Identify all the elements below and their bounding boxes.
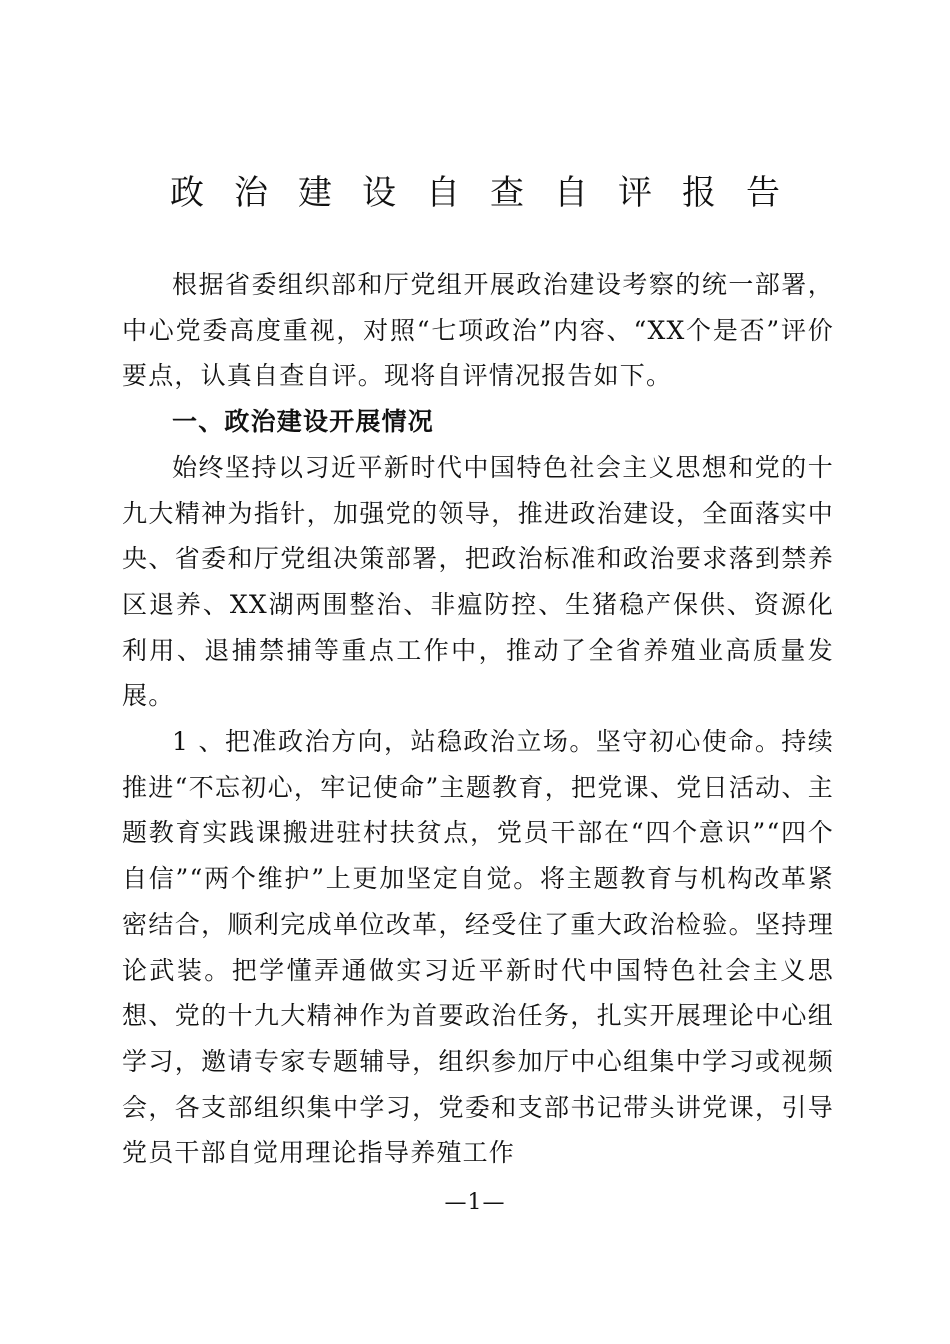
- intro-paragraph: 根据省委组织部和厅党组开展政治建设考察的统一部署，中心党委高度重视，对照“七项政治”内容、“XX个是否”评价要点，认真自查自评。现将自评情况报告如下。: [122, 270, 834, 391]
- document-body: [122, 262, 834, 1176]
- body-paragraph: 始终坚持以习近平新时代中国特色社会主义思想和党的十九大精神为指针，加强党的领导，推进政治建设，全面落实中央、省委和厅党组决策部署，把政治标准和政治要求落到禁养区退养、XX湖两围整治、非瘟防控、生猪稳产保供、资源化利用、退捕禁捕等重点工作中，推动了全省养殖业高质量发展。: [122, 452, 834, 711]
- page-number: —1—: [444, 1190, 506, 1215]
- body-paragraph: 1 、把准政治方向，站稳政治立场。坚守初心使命。持续推进“不忘初心，牢记使命”主题教育，把党课、党日活动、主题教育实践课搬进驻村扶贫点，党员干部在“四个意识”“四个自信”“两个维护”上更加坚定自觉。将主题教育与机构改革紧密结合，顺利完成单位改革，经受住了重大政治检验。坚持理论武装。把学懂弄通做实习近平新时代中国特色社会主义思想、党的十九大精神作为首要政治任务，扎实开展理论中心组学习，邀请专家专题辅导，组织参加厅中心组集中学习或视频会，各支部组织集中学习，党委和支部书记带头讲党课，引导党员干部自觉用理论指导养殖工作: [122, 727, 834, 1168]
- document-title: 政治建设自查自评报告: [170, 173, 810, 213]
- section-heading: 一、政治建设开展情况: [172, 407, 435, 437]
